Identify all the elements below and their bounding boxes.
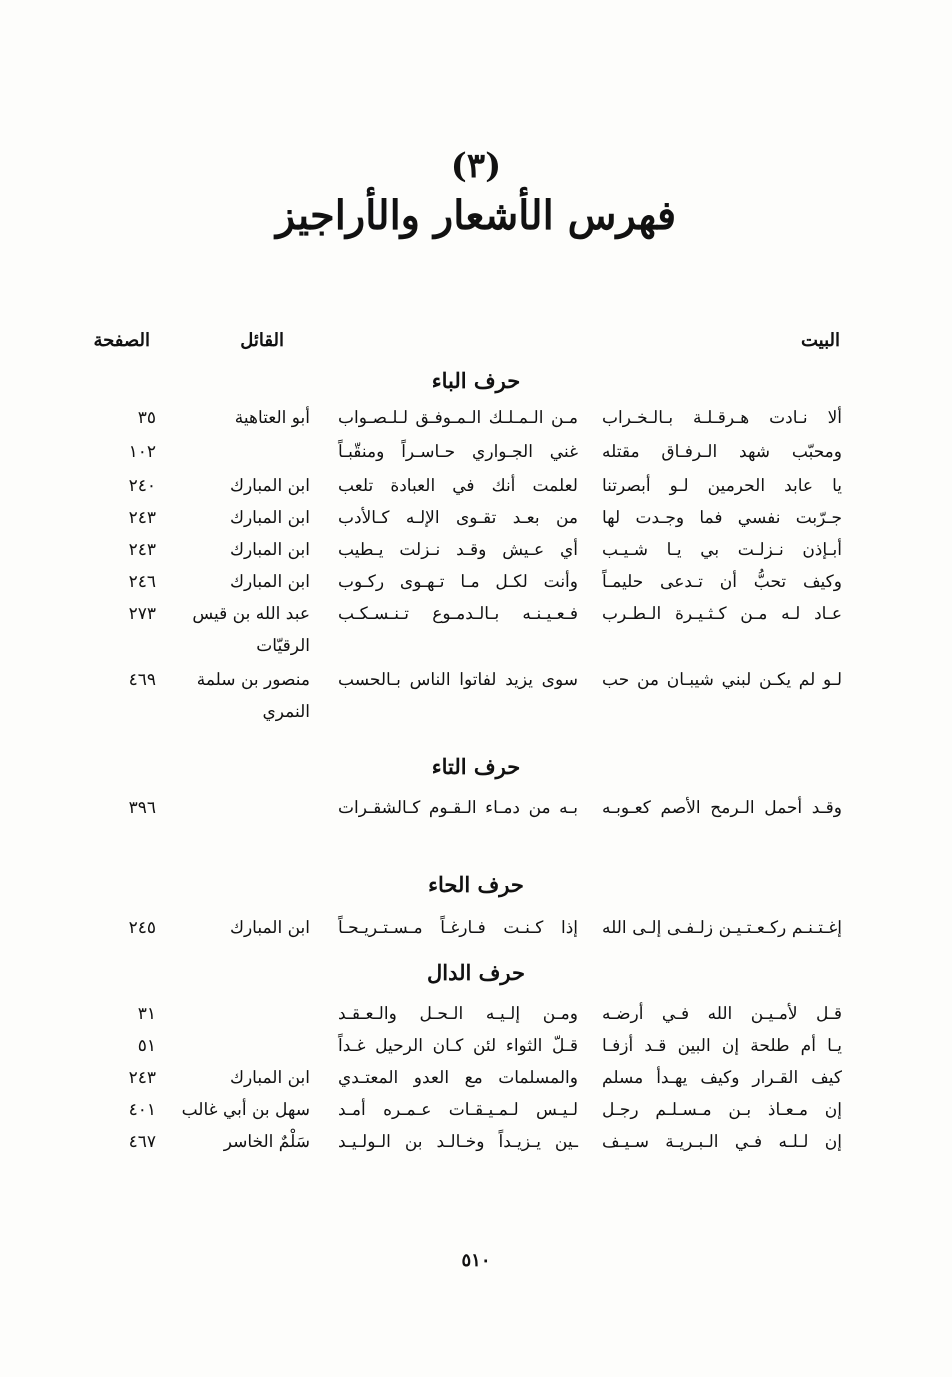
page-ref: ٣٩٦ (128, 798, 156, 818)
verse-second-hemistich: غني الجـواري حـاسـراً ومنقّبـاً (338, 442, 578, 462)
table-row (0, 476, 952, 508)
table-row (0, 508, 952, 540)
verse-first-hemistich: قـل لأمـيـن الله فـي أرضـه (602, 1004, 842, 1024)
verse-first-hemistich: يـا أم طلحة إن البين قـد أزفـا (602, 1036, 842, 1056)
verse-second-hemistich: بـه من دمـاء الـقـوم كـالشقـرات (338, 798, 578, 818)
verse-second-hemistich: أي عـيش وقـد نـزلت يـطيب (338, 540, 578, 560)
section-title-ba: حرف الباء (431, 368, 521, 393)
column-header-page: الصفحة (93, 330, 150, 351)
page-ref: ٢٤٠ (128, 476, 156, 496)
poet-name: ابن المبارك (229, 918, 310, 938)
section-title-ta: حرف التاء (431, 754, 521, 779)
table-row (0, 1068, 952, 1100)
table-row (0, 798, 952, 830)
verse-first-hemistich: وقـد أحمل الـرمح الأصم كعـوبـه (602, 798, 842, 818)
verse-first-hemistich: جـرّبت نفسي فما وجـدت لها (602, 508, 842, 528)
chapter-number: (٣) (450, 146, 502, 186)
page-ref: ٢٤٣ (128, 540, 156, 560)
page-number: ٥١٠ (461, 1250, 491, 1271)
verse-first-hemistich: إن لـلـه فـي الـبـريـة سـيـف (602, 1132, 842, 1152)
poet-name: سَلْمٌ الخاسر (223, 1132, 310, 1152)
poet-name: أبو العتاهية (234, 408, 310, 428)
table-row (0, 1036, 952, 1068)
verse-first-hemistich: لـو لم يكـن لبني شيبـان من حب (602, 670, 842, 690)
verse-first-hemistich: كيف القـرار وكيف يهـدأ مسلم (602, 1068, 842, 1088)
page-ref: ٢٧٣ (128, 604, 156, 624)
page-ref: ٢٤٣ (128, 508, 156, 528)
poet-name: ابن المبارك (229, 476, 310, 496)
page-ref: ٢٤٣ (128, 1068, 156, 1088)
poet-name: ابن المبارك (229, 508, 310, 528)
verse-first-hemistich: أبـإذن نـزلـت بي يـا شـيـب (602, 540, 842, 560)
table-row (0, 572, 952, 604)
verse-second-hemistich: إذا كـنـت فـارغـاً مـسـتـريـحـاً (338, 918, 578, 938)
page-ref: ١٠٢ (128, 442, 156, 462)
verse-second-hemistich: لعلمت أنك في العبادة تلعب (338, 476, 578, 496)
verse-second-hemistich: سوى يزيد لفاتوا الناس بـالحسب (338, 670, 578, 690)
verse-first-hemistich: إغـتـنـم ركـعـتـيـن زلـفـى إلـى الله (602, 918, 842, 938)
column-header-verse: البيت (800, 330, 840, 351)
verse-first-hemistich: إن مـعـاذ بـن مـسـلـم رجـل (602, 1100, 842, 1120)
poet-name: سهل بن أبي غالب (181, 1100, 310, 1120)
verse-first-hemistich: وكيف تحبُّ أن تـدعى حليمـاً (602, 572, 842, 592)
page-ref: ٤٦٧ (128, 1132, 156, 1152)
verse-second-hemistich: قـلّ الثواء لئن كـان الرحيل غـداً (338, 1036, 578, 1056)
table-row (0, 442, 952, 474)
page-ref: ٣٥ (137, 408, 156, 428)
poet-name-continuation: الرقيّات (256, 636, 310, 656)
verse-first-hemistich: ألا نـادت هـرقـلـة بـالـخـراب (602, 408, 842, 428)
poet-name: عبد الله بن قيس (192, 604, 310, 624)
poet-name: ابن المبارك (229, 572, 310, 592)
page-ref: ٣١ (137, 1004, 156, 1024)
poet-name: ابن المبارك (229, 540, 310, 560)
verse-second-hemistich: وأنت لكـل مـا تـهـوى ركـوب (338, 572, 578, 592)
table-row (0, 540, 952, 572)
section-title-ha: حرف الحاء (428, 872, 524, 897)
chapter-title: فهرس الأشعار والأراجيز (275, 192, 677, 239)
page-ref: ٢٤٥ (128, 918, 156, 938)
table-row-continuation (0, 636, 952, 668)
verse-first-hemistich: عـاد لـه مـن كـثـيـرة الـطـرب (602, 604, 842, 624)
verse-first-hemistich: ومحبّب شهد الـرفـاق مقتله (602, 442, 842, 462)
verse-second-hemistich: مـن الـمـلـك الـمـوفـق لـلـصـواب (338, 408, 578, 428)
verse-second-hemistich: من بعـد تقـوى الإلـه كـالأدب (338, 508, 578, 528)
poet-name: منصور بن سلمة (196, 670, 310, 690)
table-row (0, 918, 952, 950)
verse-second-hemistich: ـين يـزيـداً وخـالـد بن الـولـيـد (338, 1132, 578, 1152)
table-row (0, 1004, 952, 1036)
section-title-dal: حرف الدال (427, 960, 525, 985)
page-ref: ٥١ (137, 1036, 156, 1056)
verse-second-hemistich: ومـن إلـيـه الـحـل والـعـقـد (338, 1004, 578, 1024)
verse-second-hemistich: فـعـيـنـه بـالـدمـوع تـنـسـكـب (338, 604, 578, 624)
page-ref: ٢٤٦ (128, 572, 156, 592)
verse-first-hemistich: يا عابد الحرمين لـو أبصرتنا (602, 476, 842, 496)
poet-name: ابن المبارك (229, 1068, 310, 1088)
table-row (0, 408, 952, 440)
verse-second-hemistich: والمسلمات مع العدو المعتـدي (338, 1068, 578, 1088)
page-ref: ٤٦٩ (128, 670, 156, 690)
table-row (0, 670, 952, 702)
table-row (0, 1132, 952, 1164)
page-ref: ٤٠١ (128, 1100, 156, 1120)
verse-second-hemistich: لـيـس لـمـيـقـات عـمـره أمـد (338, 1100, 578, 1120)
column-header-poet: القائل (240, 330, 284, 351)
table-row-continuation (0, 702, 952, 734)
table-row (0, 1100, 952, 1132)
table-row (0, 604, 952, 636)
poet-name-continuation: النمري (262, 702, 310, 722)
